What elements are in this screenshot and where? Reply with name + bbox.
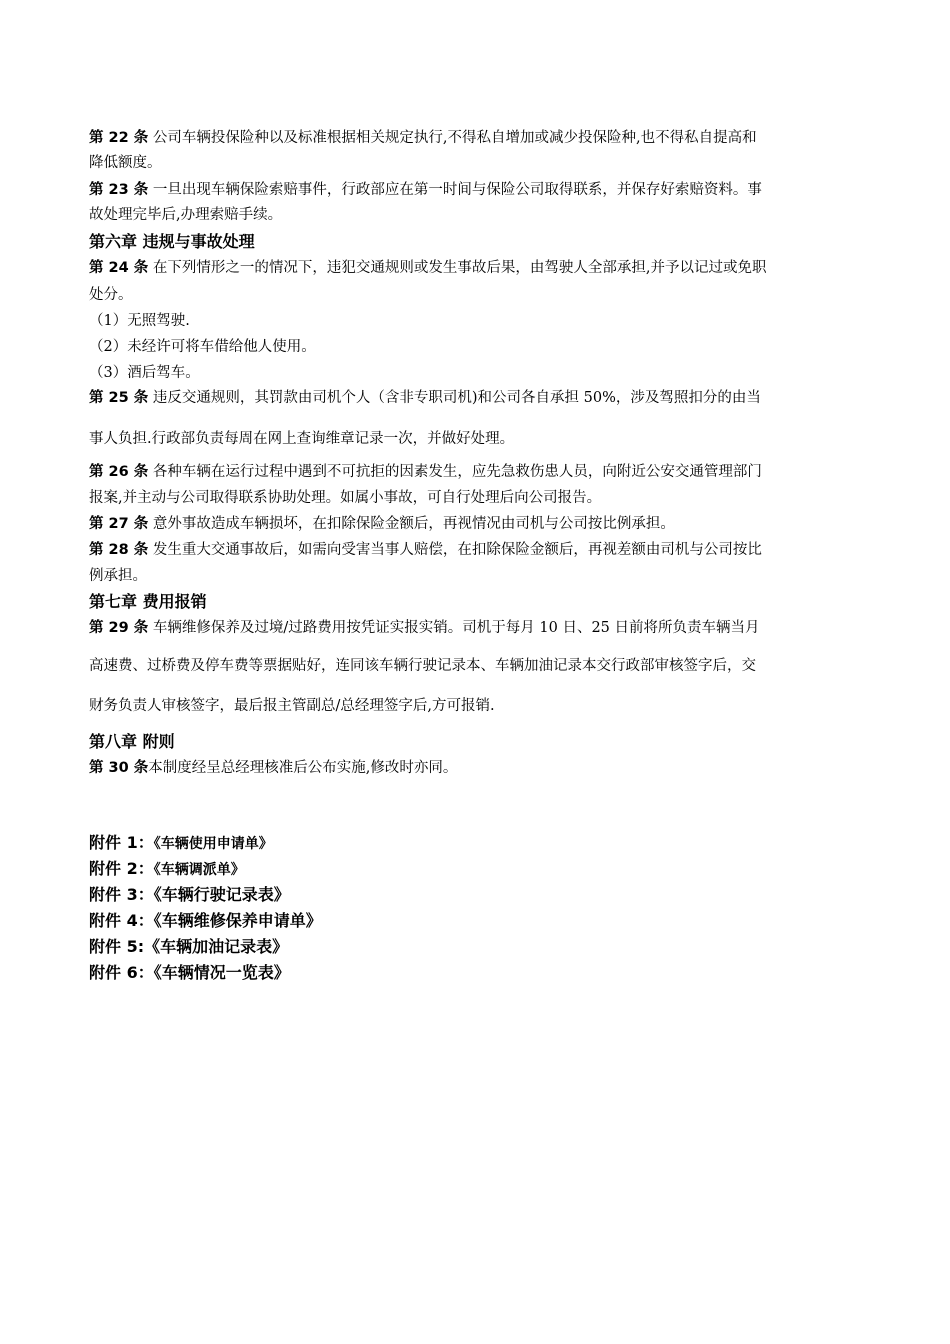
attachment-1 <box>89 832 273 855</box>
article-30-line-1 <box>89 758 457 778</box>
article-25-text: 违反交通规则，其罚款由司机个人（含非专职司机)和公司各自承担 50%，涉及驾照扣分的由当 <box>148 390 761 406</box>
article-22-text: 公司车辆投保险种以及标准根据相关规定执行,不得私自增加或减少投保险种,也不得私自提高和 <box>148 130 757 146</box>
article-28-line-1 <box>89 540 762 560</box>
article-24-text: 在下列情形之一的情况下，违犯交通规则或发生事故后果，由驾驶人全部承担,并予以记过或免职 <box>148 260 767 276</box>
article-26-line-2: 报案,并主动与公司取得联系协助处理。如属小事故，可自行处理后向公司报告。 <box>89 490 602 506</box>
article-29-text: 车辆维修保养及过境/过路费用按凭证实报实销。司机于每月 10 日、25 日前将所负责车辆当月 <box>148 620 760 636</box>
article-22-line-2: 降低额度。 <box>89 155 162 171</box>
attachment-2-prefix: 附件 2： <box>89 859 154 878</box>
article-29-line-3: 财务负责人审核签字，最后报主管副总/总经理签字后,方可报销. <box>89 698 495 714</box>
article-28-number: 第 28 条 <box>89 542 149 558</box>
attachment-4-title: 《车辆维修保养申请单》 <box>153 911 322 930</box>
article-26-number: 第 26 条 <box>89 464 149 480</box>
article-30-text: 本制度经呈总经理核准后公布实施,修改时亦同。 <box>148 760 458 776</box>
article-30-number: 第 30 条 <box>89 760 149 776</box>
attachment-2 <box>89 858 245 881</box>
article-24-item-1: （1）无照驾驶. <box>89 313 190 329</box>
article-24-item-2: （2）未经许可将车借给他人使用。 <box>89 339 316 355</box>
article-24-number: 第 24 条 <box>89 260 149 276</box>
attachment-6-prefix: 附件 6： <box>89 963 154 982</box>
article-29-line-2: 高速费、过桥费及停车费等票据贴好，连同该车辆行驶记录本、车辆加油记录本交行政部审核签字后，交 <box>89 658 756 674</box>
chapter-6-heading: 第六章 违规与事故处理 <box>89 232 255 251</box>
article-23-line-2: 故处理完毕后,办理索赔手续。 <box>89 207 283 223</box>
article-26-line-1 <box>89 462 762 482</box>
article-24-line-2: 处分。 <box>89 287 133 303</box>
attachment-4 <box>89 910 322 932</box>
article-23-text: 一旦出现车辆保险索赔事件，行政部应在第一时间与保险公司取得联系，并保存好索赔资料。事 <box>148 182 762 198</box>
article-23-number: 第 23 条 <box>89 182 149 198</box>
article-22-line-1 <box>89 128 757 148</box>
attachment-6 <box>89 962 290 984</box>
article-29-number: 第 29 条 <box>89 620 149 636</box>
attachment-6-title: 《车辆情况一览表》 <box>153 963 290 982</box>
article-25-number: 第 25 条 <box>89 390 149 406</box>
attachment-3-title: 《车辆行驶记录表》 <box>153 885 290 904</box>
article-24-line-1 <box>89 258 767 278</box>
article-26-text: 各种车辆在运行过程中遇到不可抗拒的因素发生，应先急救伤患人员，向附近公安交通管理部门 <box>148 464 762 480</box>
article-28-text: 发生重大交通事故后，如需向受害当事人赔偿，在扣除保险金额后，再视差额由司机与公司按比 <box>148 542 762 558</box>
attachment-1-title: 《车辆使用申请单》 <box>153 836 273 852</box>
chapter-7-heading: 第七章 费用报销 <box>89 592 207 611</box>
attachment-5-title: 《车辆加油记录表》 <box>144 937 289 956</box>
article-24-item-3: （3）酒后驾车。 <box>89 365 200 381</box>
article-27-number: 第 27 条 <box>89 516 149 532</box>
chapter-8-heading: 第八章 附则 <box>89 732 175 751</box>
article-27-line-1 <box>89 514 675 534</box>
attachment-2-title: 《车辆调派单》 <box>153 862 245 878</box>
attachment-4-prefix: 附件 4： <box>89 911 154 930</box>
attachment-5 <box>89 936 288 958</box>
attachment-3-prefix: 附件 3： <box>89 885 154 904</box>
article-27-text: 意外事故造成车辆损坏，在扣除保险金额后，再视情况由司机与公司按比例承担。 <box>148 516 675 532</box>
attachment-1-prefix: 附件 1： <box>89 833 154 852</box>
attachment-5-prefix: 附件 5: <box>89 937 145 956</box>
article-25-line-2: 事人负担.行政部负责每周在网上查询维章记录一次，并做好处理。 <box>89 431 515 447</box>
article-29-line-1 <box>89 618 760 638</box>
article-28-line-2: 例承担。 <box>89 568 147 584</box>
attachment-3 <box>89 884 290 906</box>
article-25-line-1 <box>89 388 761 408</box>
article-23-line-1 <box>89 180 762 200</box>
article-22-number: 第 22 条 <box>89 130 149 146</box>
